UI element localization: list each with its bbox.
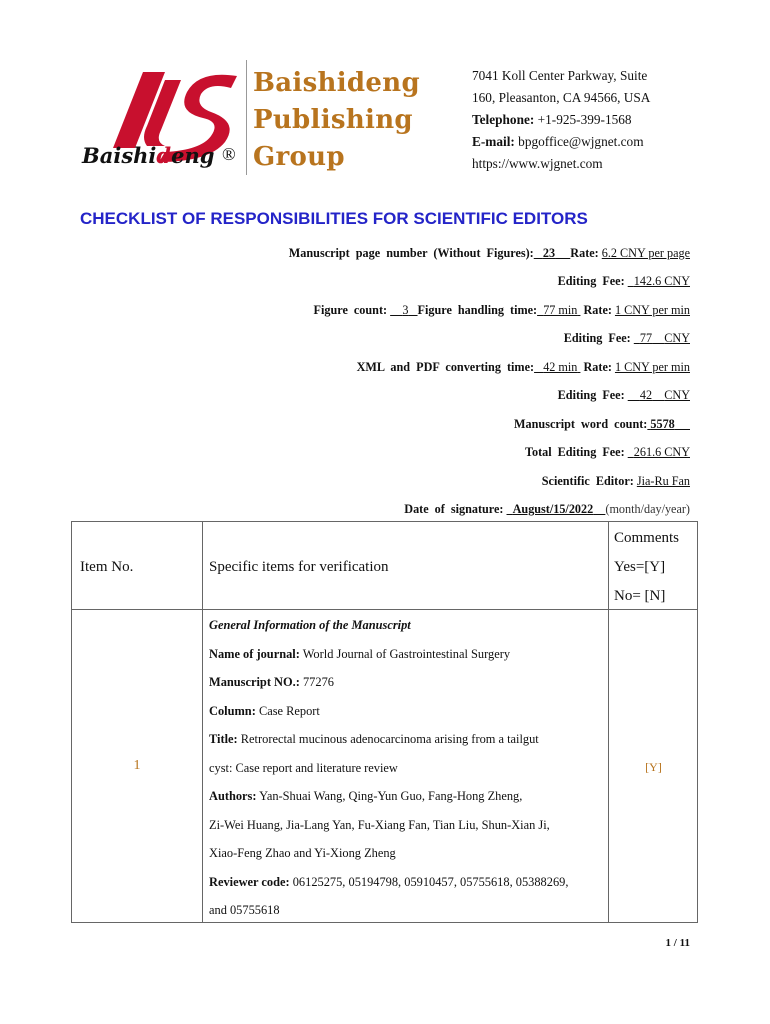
page-number-line: Manuscript page number (Without Figures): 23 Rate: 6.2 CNY per page	[288, 246, 690, 260]
reviewer-line-2: and 05755618	[209, 903, 280, 917]
section-heading: General Information of the Manuscript	[209, 618, 411, 632]
registered-mark: ®	[222, 144, 236, 164]
column-line: Column: Case Report	[209, 704, 320, 718]
authors-line-3: Xiao-Feng Zhao and Yi-Xiong Zheng	[209, 846, 396, 860]
brand-line-3: Group	[253, 142, 345, 172]
row-item-number: 1	[133, 758, 141, 773]
header-specific-items: Specific items for verification	[209, 559, 389, 575]
telephone-line: Telephone: +1-925-399-1568	[472, 112, 632, 127]
verification-table	[71, 521, 698, 923]
journal-line: Name of journal: World Journal of Gastrointestinal Surgery	[209, 647, 511, 661]
xml-fee-line: Editing Fee: 42 CNY	[557, 388, 690, 402]
reviewer-line-1: Reviewer code: 06125275, 05194798, 05910457, 05755618, 05388269,	[209, 875, 569, 889]
column-divider	[608, 522, 609, 922]
brand-line-1: Baishideng	[253, 68, 420, 98]
word-count-line: Manuscript word count: 5578	[514, 417, 675, 431]
title-line-2: cyst: Case report and literature review	[209, 761, 398, 775]
row-comment-value: [Y]	[645, 760, 662, 774]
email-link[interactable]: bpgoffice@wjgnet.com	[518, 134, 644, 149]
figure-line: Figure count: 3 Figure handling time: 77 min Rate: 1 CNY per min	[313, 303, 690, 317]
authors-line-1: Authors: Yan-Shuai Wang, Qing-Yun Guo, Fang-Hong Zheng,	[209, 789, 523, 803]
figure-fee-line: Editing Fee: 77 CNY	[563, 331, 690, 345]
address-line-1: 7041 Koll Center Parkway, Suite	[472, 68, 648, 83]
header-comments: Comments	[614, 530, 680, 546]
header-divider	[246, 60, 247, 175]
wordmark-logo: Baishideng	[82, 143, 215, 168]
brand-line-2: Publishing	[253, 105, 413, 135]
title-line-1: Title: Retrorectal mucinous adenocarcinoma arising from a tailgut	[209, 732, 539, 746]
address-line-2: 160, Pleasanton, CA 94566, USA	[472, 90, 651, 105]
column-divider	[202, 522, 203, 922]
header-row-divider	[72, 609, 697, 610]
editor-line: Scientific Editor: Jia-Ru Fan	[541, 474, 690, 488]
document-title: CHECKLIST OF RESPONSIBILITIES FOR SCIENTIFIC EDITORS	[80, 209, 588, 228]
signature-date-line: Date of signature: August/15/2022 (month/day/year)	[404, 502, 690, 516]
xml-line: XML and PDF converting time: 42 min Rate: 1 CNY per min	[356, 360, 690, 374]
email-line: E-mail: bpgoffice@wjgnet.com	[472, 134, 644, 149]
header-item-no: Item No.	[80, 559, 134, 575]
manuscript-no-line: Manuscript NO.: 77276	[209, 675, 334, 689]
header-yes-legend: Yes=[Y]	[614, 559, 666, 575]
page-number: 1 / 11	[665, 937, 690, 949]
authors-line-2: Zi-Wei Huang, Jia-Lang Yan, Fu-Xiang Fan, Tian Liu, Shun-Xian Ji,	[209, 818, 550, 832]
page-fee-line: Editing Fee: 142.6 CNY	[557, 274, 690, 288]
total-fee-line: Total Editing Fee: 261.6 CNY	[524, 445, 690, 459]
website-link[interactable]: https://www.wjgnet.com	[472, 156, 603, 171]
header-no-legend: No= [N]	[614, 588, 666, 604]
